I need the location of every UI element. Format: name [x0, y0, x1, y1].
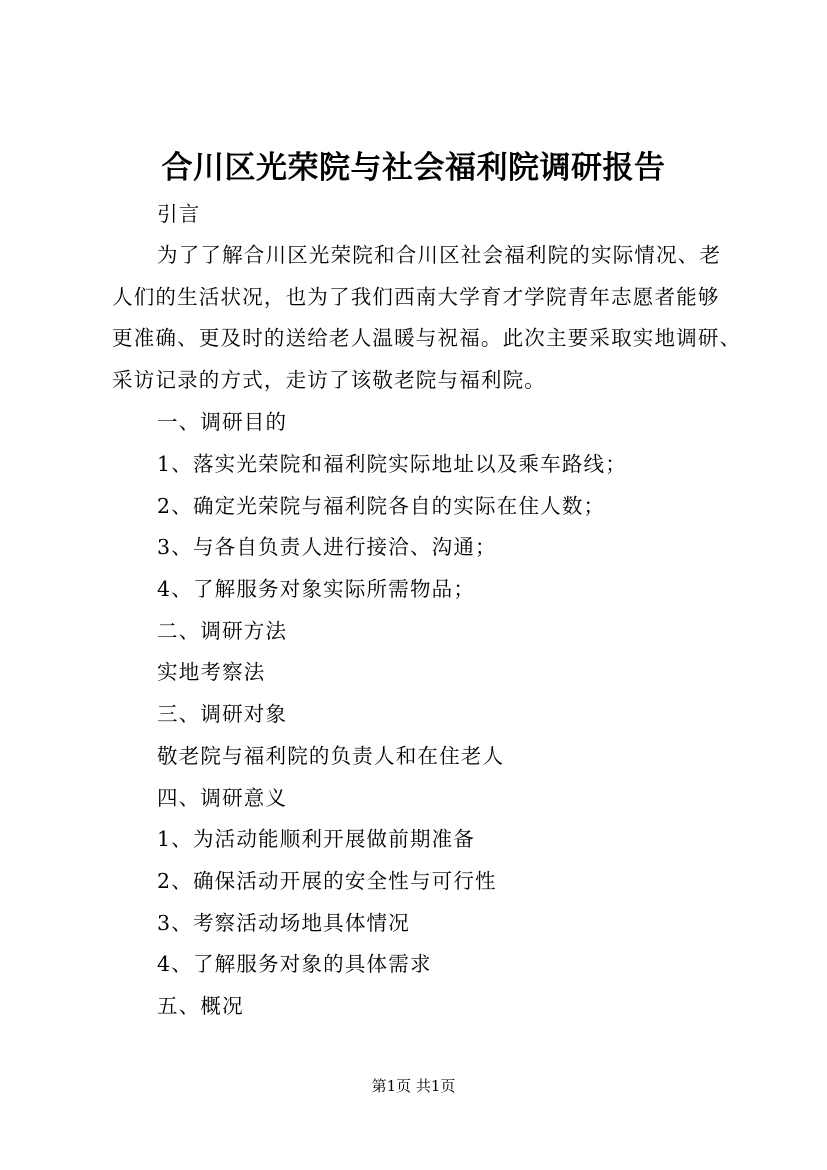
- intro-paragraph-line: 为了了解合川区光荣院和合川区社会福利院的实际情况、老: [157, 243, 722, 267]
- purpose-list-item: 4、了解服务对象实际所需物品；: [157, 577, 476, 601]
- intro-paragraph-line: 采访记录的方式，走访了该敬老院与福利院。: [112, 368, 546, 392]
- section-heading-method: 二、调研方法: [157, 619, 288, 643]
- subjects-body: 敬老院与福利院的负责人和在住老人: [157, 744, 505, 768]
- page-footer: 第1页 共1页: [371, 1077, 456, 1095]
- purpose-list-item: 2、确定光荣院与福利院各自的实际在住人数；: [157, 494, 606, 518]
- purpose-list-item: 3、与各自负责人进行接洽、沟通；: [157, 535, 497, 559]
- significance-list-item: 1、为活动能顺利开展做前期准备: [157, 827, 476, 851]
- section-heading-purpose: 一、调研目的: [157, 410, 288, 434]
- intro-heading: 引言: [157, 202, 201, 226]
- purpose-list-item: 1、落实光荣院和福利院实际地址以及乘车路线；: [157, 452, 627, 476]
- intro-paragraph-line: 人们的生活状况，也为了我们西南大学育才学院青年志愿者能够: [112, 285, 720, 309]
- document-title: 合川区光荣院与社会福利院调研报告: [161, 150, 666, 186]
- method-body: 实地考察法: [157, 660, 266, 684]
- section-heading-subjects: 三、调研对象: [157, 702, 288, 726]
- section-heading-significance: 四、调研意义: [157, 786, 288, 810]
- significance-list-item: 2、确保活动开展的安全性与可行性: [157, 869, 497, 893]
- significance-list-item: 4、了解服务对象的具体需求: [157, 952, 432, 976]
- significance-list-item: 3、考察活动场地具体情况: [157, 911, 410, 935]
- section-heading-overview: 五、概况: [157, 994, 244, 1018]
- intro-paragraph-line: 更准确、更及时的送给老人温暖与祝福。此次主要采取实地调研、: [112, 326, 742, 350]
